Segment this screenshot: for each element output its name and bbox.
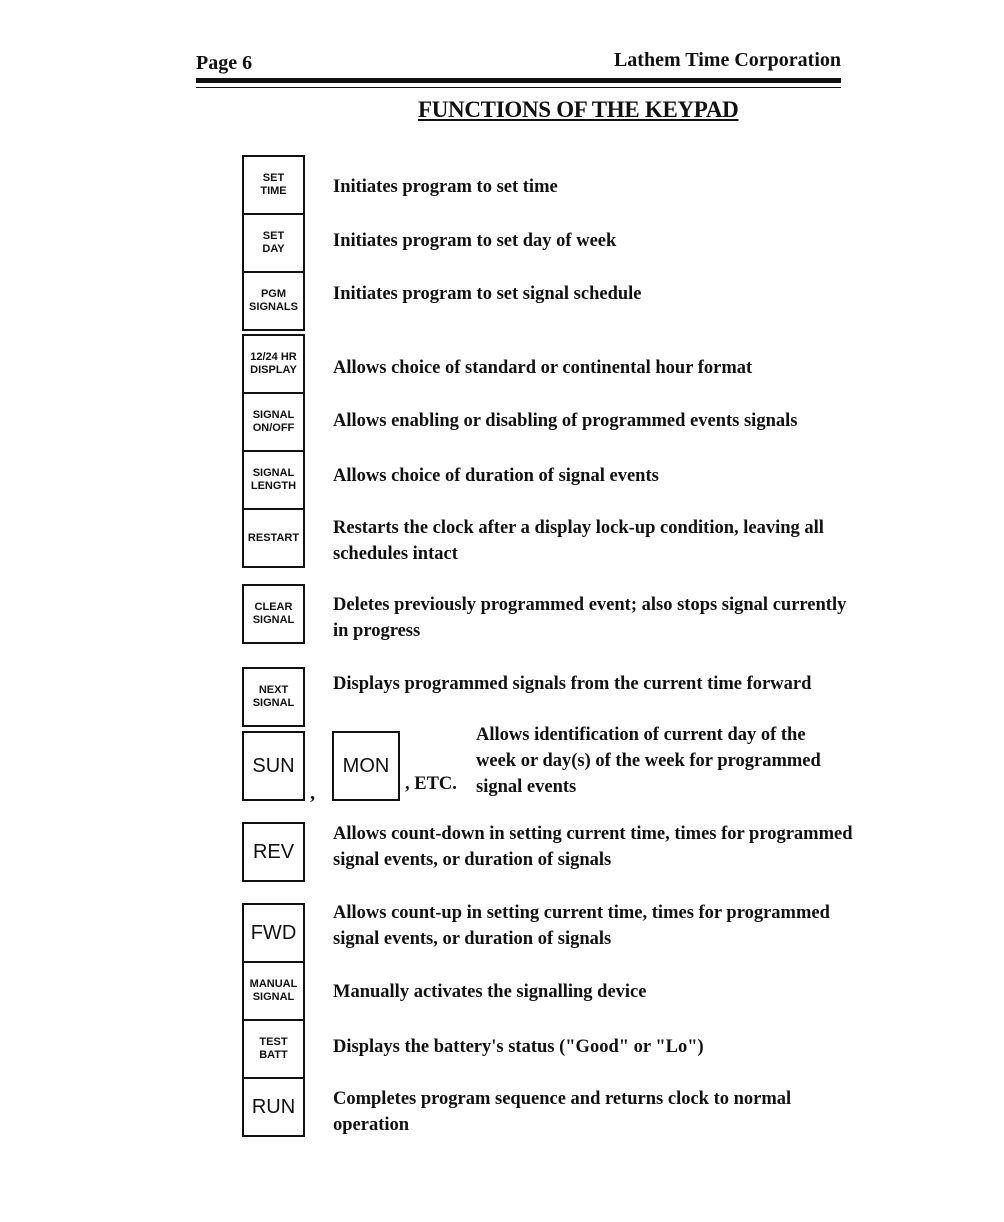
key-signal-length: SIGNAL LENGTH bbox=[242, 450, 305, 510]
page-number: Page 6 bbox=[196, 52, 253, 74]
company-name: Lathem Time Corporation bbox=[613, 49, 841, 71]
key-fwd: FWD bbox=[242, 903, 305, 963]
key-description: Allows choice of standard or continental hour format bbox=[333, 358, 753, 378]
key-description: Displays the battery's status ("Good" or "Lo") bbox=[333, 1037, 704, 1057]
key-description: Initiates program to set time bbox=[333, 177, 558, 197]
key-next-signal: NEXT SIGNAL bbox=[242, 667, 305, 727]
key-description: Initiates program to set signal schedule bbox=[333, 284, 642, 304]
key-pgm-signals: PGM SIGNALS bbox=[242, 271, 305, 331]
key-description: Completes program sequence and returns clock to normal operation bbox=[333, 1089, 792, 1135]
page-title: FUNCTIONS OF THE KEYPAD bbox=[418, 97, 739, 122]
key-manual-signal: MANUAL SIGNAL bbox=[242, 961, 305, 1021]
key-description: Allows enabling or disabling of programmed events signals bbox=[333, 411, 798, 431]
key-restart: RESTART bbox=[242, 508, 305, 568]
key-description: Allows count-up in setting current time, times for programmed signal events, or duration of signals bbox=[333, 903, 830, 949]
etc-label: , ETC. bbox=[405, 774, 457, 794]
key-clear-signal: CLEAR SIGNAL bbox=[242, 584, 305, 644]
key-description: Displays programmed signals from the current time forward bbox=[333, 674, 812, 694]
header-rule-thin bbox=[196, 87, 841, 88]
key-set-time: SET TIME bbox=[242, 155, 305, 215]
header-rule-thick bbox=[196, 78, 841, 83]
comma: , bbox=[310, 782, 315, 804]
key-description: Deletes previously programmed event; also stops signal currently in progress bbox=[333, 595, 847, 641]
key-set-day: SET DAY bbox=[242, 213, 305, 273]
key-description: Allows count-down in setting current time, times for programmed signal events, or duration of signals bbox=[333, 824, 853, 870]
key-description: Allows choice of duration of signal events bbox=[333, 466, 659, 486]
key-run: RUN bbox=[242, 1077, 305, 1137]
key-12-24-hr-display: 12/24 HR DISPLAY bbox=[242, 334, 305, 394]
key-signal-on-off: SIGNAL ON/OFF bbox=[242, 392, 305, 452]
key-rev: REV bbox=[242, 822, 305, 882]
key-description: Allows identification of current day of the week or day(s) of the week for programmed signal events bbox=[476, 725, 821, 797]
key-description: Initiates program to set day of week bbox=[333, 231, 617, 251]
key-test-batt: TEST BATT bbox=[242, 1019, 305, 1079]
key-description: Manually activates the signalling device bbox=[333, 982, 647, 1002]
key-description: Restarts the clock after a display lock-up condition, leaving all schedules intact bbox=[333, 518, 824, 564]
key-mon: MON bbox=[332, 731, 400, 801]
key-sun: SUN bbox=[242, 731, 305, 801]
